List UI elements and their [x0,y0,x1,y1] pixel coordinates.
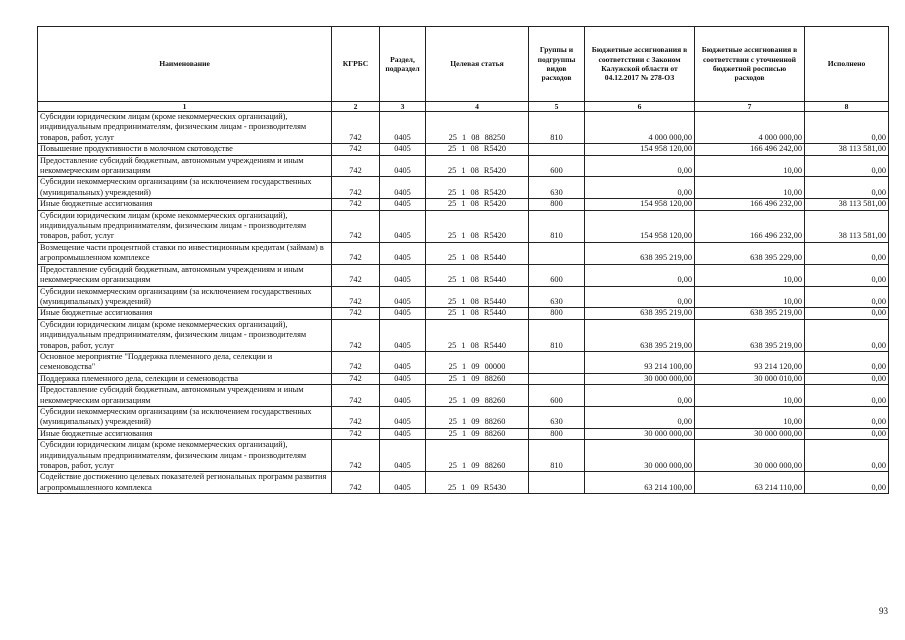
row-kgrbs-cell: 742 [332,373,380,384]
row-name-cell: Субсидии юридическим лицам (кроме некоммерческих организаций), индивидуальным предпринимателям, физическим лицам - производителям товаров, работ, услуг [38,319,332,351]
row-kgrbs-cell: 742 [332,144,380,155]
row-target-cell: 25 1 08 R5440 [426,308,529,319]
row-kgrbs-cell: 742 [332,440,380,472]
row-section-cell: 0405 [380,144,426,155]
row-kgrbs-cell: 742 [332,210,380,242]
row-target-cell: 25 1 09 88260 [426,428,529,439]
row-kgrbs-cell: 742 [332,385,380,407]
column-number: 5 [529,102,585,112]
row-refined-allocation-cell: 10,00 [695,385,805,407]
row-section-cell: 0405 [380,286,426,308]
header-groups: Группы и подгруппы видов расходов [529,27,585,102]
row-group-cell [529,373,585,384]
row-target-cell: 25 1 08 R5420 [426,177,529,199]
row-executed-cell: 0,00 [805,286,889,308]
row-law-allocation-cell: 30 000 000,00 [585,440,695,472]
row-kgrbs-cell: 742 [332,406,380,428]
table-row [38,286,889,308]
row-kgrbs-cell: 742 [332,199,380,210]
row-section-cell: 0405 [380,199,426,210]
row-group-cell: 800 [529,428,585,439]
row-law-allocation-cell: 0,00 [585,286,695,308]
table-row [38,144,889,155]
row-name-cell: Содействие достижению целевых показателей региональных программ развития агропромышленного комплекса [38,472,332,494]
table-row [38,440,889,472]
row-name-cell: Субсидии юридическим лицам (кроме некоммерческих организаций), индивидуальным предпринимателям, физическим лицам - производителям товаров, работ, услуг [38,112,332,144]
row-kgrbs-cell: 742 [332,308,380,319]
row-executed-cell: 0,00 [805,428,889,439]
row-executed-cell: 0,00 [805,351,889,373]
row-refined-allocation-cell: 93 214 120,00 [695,351,805,373]
row-target-cell: 25 1 08 R5440 [426,286,529,308]
header-section: Раздел, подраздел [380,27,426,102]
row-executed-cell: 0,00 [805,373,889,384]
row-law-allocation-cell: 0,00 [585,406,695,428]
row-refined-allocation-cell: 166 496 242,00 [695,144,805,155]
row-section-cell: 0405 [380,264,426,286]
row-section-cell: 0405 [380,155,426,177]
row-name-cell: Иные бюджетные ассигнования [38,308,332,319]
row-kgrbs-cell: 742 [332,319,380,351]
row-group-cell: 810 [529,112,585,144]
row-law-allocation-cell: 30 000 000,00 [585,373,695,384]
row-refined-allocation-cell: 10,00 [695,177,805,199]
table-row [38,264,889,286]
table-row [38,308,889,319]
row-name-cell: Субсидии юридическим лицам (кроме некоммерческих организаций), индивидуальным предпринимателям, физическим лицам - производителям товаров, работ, услуг [38,440,332,472]
row-target-cell: 25 1 08 R5440 [426,319,529,351]
row-law-allocation-cell: 0,00 [585,155,695,177]
row-refined-allocation-cell: 10,00 [695,155,805,177]
row-group-cell: 810 [529,440,585,472]
row-law-allocation-cell: 30 000 000,00 [585,428,695,439]
header-kgrbs: КГРБС [332,27,380,102]
row-kgrbs-cell: 742 [332,428,380,439]
row-executed-cell: 38 113 581,00 [805,199,889,210]
row-law-allocation-cell: 638 395 219,00 [585,308,695,319]
row-group-cell [529,242,585,264]
row-kgrbs-cell: 742 [332,472,380,494]
row-executed-cell: 38 113 581,00 [805,144,889,155]
table-row [38,199,889,210]
row-section-cell: 0405 [380,472,426,494]
row-group-cell: 800 [529,308,585,319]
header-refined-allocations: Бюджетные ассигнования в соответствии с уточненной бюджетной росписью расходов [695,27,805,102]
row-group-cell: 630 [529,406,585,428]
row-section-cell: 0405 [380,242,426,264]
row-section-cell: 0405 [380,373,426,384]
row-kgrbs-cell: 742 [332,155,380,177]
row-executed-cell: 0,00 [805,472,889,494]
row-refined-allocation-cell: 10,00 [695,406,805,428]
column-number: 4 [426,102,529,112]
row-refined-allocation-cell: 638 395 219,00 [695,319,805,351]
row-refined-allocation-cell: 166 496 232,00 [695,199,805,210]
table-row [38,319,889,351]
row-name-cell: Предоставление субсидий бюджетным, автономным учреждениям и иным некоммерческим организациям [38,155,332,177]
table-row [38,472,889,494]
row-name-cell: Субсидии некоммерческим организациям (за исключением государственных (муниципальных) учреждений) [38,177,332,199]
row-law-allocation-cell: 638 395 219,00 [585,319,695,351]
budget-table [37,26,889,494]
column-number: 3 [380,102,426,112]
row-group-cell: 600 [529,264,585,286]
row-refined-allocation-cell: 30 000 010,00 [695,373,805,384]
row-name-cell: Возмещение части процентной ставки по инвестиционным кредитам (займам) в агропромышленном комплексе [38,242,332,264]
row-refined-allocation-cell: 10,00 [695,286,805,308]
row-executed-cell: 38 113 581,00 [805,210,889,242]
row-group-cell [529,144,585,155]
row-refined-allocation-cell: 638 395 229,00 [695,242,805,264]
row-target-cell: 25 1 08 R5420 [426,144,529,155]
row-kgrbs-cell: 742 [332,264,380,286]
row-target-cell: 25 1 08 R5440 [426,242,529,264]
header-executed: Исполнено [805,27,889,102]
row-refined-allocation-cell: 4 000 000,00 [695,112,805,144]
row-target-cell: 25 1 09 88260 [426,440,529,472]
row-name-cell: Предоставление субсидий бюджетным, автономным учреждениям и иным некоммерческим организациям [38,385,332,407]
row-section-cell: 0405 [380,210,426,242]
row-target-cell: 25 1 09 00000 [426,351,529,373]
row-group-cell: 600 [529,385,585,407]
row-target-cell: 25 1 08 R5420 [426,155,529,177]
table-row [38,155,889,177]
row-target-cell: 25 1 09 88260 [426,406,529,428]
row-law-allocation-cell: 154 958 120,00 [585,199,695,210]
table-row [38,385,889,407]
row-executed-cell: 0,00 [805,177,889,199]
column-number: 2 [332,102,380,112]
row-section-cell: 0405 [380,308,426,319]
page-number: 93 [879,606,888,616]
table-row [38,428,889,439]
row-section-cell: 0405 [380,385,426,407]
table-row [38,406,889,428]
header-law-allocations: Бюджетные ассигнования в соответствии с Законом Калужской области от 04.12.2017 № 278-ОЗ [585,27,695,102]
row-executed-cell: 0,00 [805,112,889,144]
row-group-cell: 600 [529,155,585,177]
row-target-cell: 25 1 08 R5420 [426,210,529,242]
row-section-cell: 0405 [380,440,426,472]
row-executed-cell: 0,00 [805,440,889,472]
row-executed-cell: 0,00 [805,242,889,264]
row-kgrbs-cell: 742 [332,242,380,264]
row-law-allocation-cell: 154 958 120,00 [585,144,695,155]
row-kgrbs-cell: 742 [332,112,380,144]
row-group-cell: 810 [529,210,585,242]
row-section-cell: 0405 [380,177,426,199]
row-executed-cell: 0,00 [805,264,889,286]
row-target-cell: 25 1 09 88260 [426,373,529,384]
row-law-allocation-cell: 0,00 [585,264,695,286]
column-number: 6 [585,102,695,112]
row-kgrbs-cell: 742 [332,286,380,308]
row-law-allocation-cell: 154 958 120,00 [585,210,695,242]
row-name-cell: Иные бюджетные ассигнования [38,199,332,210]
row-kgrbs-cell: 742 [332,177,380,199]
row-group-cell [529,351,585,373]
column-number-row [38,102,889,112]
row-group-cell: 810 [529,319,585,351]
row-section-cell: 0405 [380,428,426,439]
table-row [38,210,889,242]
row-group-cell: 630 [529,177,585,199]
row-name-cell: Повышение продуктивности в молочном скотоводстве [38,144,332,155]
row-group-cell: 800 [529,199,585,210]
row-name-cell: Субсидии юридическим лицам (кроме некоммерческих организаций), индивидуальным предпринимателям, физическим лицам - производителям товаров, работ, услуг [38,210,332,242]
row-law-allocation-cell: 0,00 [585,177,695,199]
row-executed-cell: 0,00 [805,406,889,428]
row-name-cell: Основное мероприятие "Поддержка племенного дела, селекции и семеноводства" [38,351,332,373]
row-target-cell: 25 1 08 88250 [426,112,529,144]
row-name-cell: Предоставление субсидий бюджетным, автономным учреждениям и иным некоммерческим организациям [38,264,332,286]
row-refined-allocation-cell: 30 000 000,00 [695,440,805,472]
row-executed-cell: 0,00 [805,319,889,351]
row-target-cell: 25 1 09 88260 [426,385,529,407]
row-refined-allocation-cell: 10,00 [695,264,805,286]
row-kgrbs-cell: 742 [332,351,380,373]
row-refined-allocation-cell: 166 496 232,00 [695,210,805,242]
column-number: 7 [695,102,805,112]
column-number: 1 [38,102,332,112]
table-row [38,112,889,144]
column-number: 8 [805,102,889,112]
table-row [38,242,889,264]
row-group-cell: 630 [529,286,585,308]
row-section-cell: 0405 [380,351,426,373]
row-executed-cell: 0,00 [805,155,889,177]
row-target-cell: 25 1 09 R5430 [426,472,529,494]
table-row [38,373,889,384]
row-section-cell: 0405 [380,319,426,351]
table-body [38,112,889,494]
row-law-allocation-cell: 638 395 219,00 [585,242,695,264]
row-section-cell: 0405 [380,112,426,144]
row-refined-allocation-cell: 63 214 110,00 [695,472,805,494]
row-law-allocation-cell: 0,00 [585,385,695,407]
row-name-cell: Субсидии некоммерческим организациям (за исключением государственных (муниципальных) учреждений) [38,286,332,308]
header-name: Наименование [38,27,332,102]
row-target-cell: 25 1 08 R5440 [426,264,529,286]
header-target: Целевая статья [426,27,529,102]
row-group-cell [529,472,585,494]
header-row [38,27,889,102]
table-row [38,177,889,199]
row-name-cell: Субсидии некоммерческим организациям (за исключением государственных (муниципальных) учреждений) [38,406,332,428]
table-row [38,351,889,373]
row-law-allocation-cell: 93 214 100,00 [585,351,695,373]
row-name-cell: Иные бюджетные ассигнования [38,428,332,439]
row-executed-cell: 0,00 [805,385,889,407]
row-law-allocation-cell: 63 214 100,00 [585,472,695,494]
row-target-cell: 25 1 08 R5420 [426,199,529,210]
row-name-cell: Поддержка племенного дела, селекции и семеноводства [38,373,332,384]
row-refined-allocation-cell: 638 395 219,00 [695,308,805,319]
row-executed-cell: 0,00 [805,308,889,319]
row-refined-allocation-cell: 30 000 000,00 [695,428,805,439]
row-section-cell: 0405 [380,406,426,428]
row-law-allocation-cell: 4 000 000,00 [585,112,695,144]
